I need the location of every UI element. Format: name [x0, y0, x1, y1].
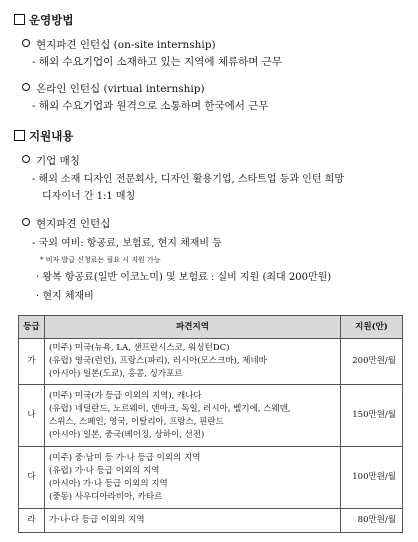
region-line: (아시아) 일본(도쿄), 홍콩, 싱가포르	[49, 369, 183, 379]
virtual-detail: - 해외 수요기업과 원격으로 소통하며 한국에서 근무	[32, 100, 269, 112]
region-cell	[45, 447, 341, 509]
grade-cell: 라	[19, 509, 45, 533]
region-line: (유럽) 영국(런던), 프랑스(파리), 러시아(모스크바), 제네바	[49, 356, 267, 366]
visa-note: * 비자 발급 신청료는 필요 시 지원 가능	[40, 256, 161, 264]
region-line: (미주) 중·남미 등 가·나 등급 이외의 지역	[49, 452, 201, 463]
bullet-virtual-internship: 온라인 인턴십 (virtual internship)	[22, 83, 205, 95]
header-grade: 등급	[19, 316, 45, 339]
amount-cell: 150만원/월	[341, 385, 403, 447]
table-row	[19, 385, 403, 447]
header-support: 지원(안)	[341, 316, 403, 339]
circle-bullet-icon	[22, 155, 30, 163]
travel-expense-line: - 국외 여비: 항공료, 보험료, 현지 체재비 등	[32, 238, 222, 249]
table-row	[19, 509, 403, 533]
circle-bullet-icon	[22, 218, 30, 226]
header-region: 파견지역	[45, 316, 341, 339]
matching-detail-line-2: 디자이너 간 1:1 매칭	[42, 191, 136, 202]
region-cell	[45, 339, 341, 385]
table-row	[19, 339, 403, 385]
matching-detail-line-1: - 해외 소재 디자인 전문회사, 디자인 활용기업, 스타트업 등과 인턴 희망	[32, 174, 345, 185]
living-cost-line: · 현지 체재비	[36, 291, 94, 302]
dispatch-region-table	[18, 315, 403, 533]
circle-bullet-icon	[22, 83, 30, 91]
circle-bullet-icon	[22, 39, 30, 47]
bullet-company-matching: 기업 매칭	[22, 155, 80, 167]
onsite-detail: - 해외 수요기업이 소재하고 있는 지역에 체류하며 근무	[32, 56, 283, 68]
grade-cell: 가	[19, 339, 45, 385]
amount-cell: 100만원/월	[341, 447, 403, 509]
section-heading-operation: 운영방법	[14, 14, 73, 27]
amount-cell: 200만원/월	[341, 339, 403, 385]
region-line: (아시아) 일본, 중국(베이징, 상하이, 선전)	[49, 429, 205, 440]
region-line: (유럽) 가·나 등급 이외의 지역	[49, 465, 160, 476]
region-line: 가·나·다 등급 이외의 지역	[49, 515, 145, 525]
region-cell	[45, 385, 341, 447]
grade-cell: 다	[19, 447, 45, 509]
section-heading-support: 지원내용	[14, 130, 73, 143]
region-line: (미주) 미국(가 등급 이외의 지역), 캐나다	[49, 390, 202, 401]
bullet-onsite-internship: 현지파견 인턴십 (on-site internship)	[22, 39, 216, 51]
grade-cell: 나	[19, 385, 45, 447]
airfare-line: · 왕복 항공료(일반 이코노미) 및 보험료 : 실비 지원 (최대 200만원)	[36, 272, 332, 283]
table-row	[19, 447, 403, 509]
checkbox-square-icon	[14, 14, 25, 25]
region-line: (아시아) 가·나 등급 이외의 지역	[49, 478, 168, 489]
region-line: (중동) 사우디아라비아, 카타르	[49, 491, 163, 502]
region-line: 스위스, 스페인, 영국, 이탈리아, 프랑스, 핀란드	[49, 416, 224, 427]
region-line: (유럽) 네덜란드, 노르웨이, 덴마크, 독일, 러시아, 벨기에, 스웨덴,	[49, 403, 291, 414]
table-header-row	[19, 316, 403, 339]
region-line: (미주) 미국(뉴욕, LA, 샌프란시스코, 워싱턴DC)	[49, 343, 230, 353]
checkbox-square-icon	[14, 130, 25, 141]
region-cell	[45, 509, 341, 533]
bullet-onsite-support: 현지파견 인턴십	[22, 218, 110, 230]
amount-cell: 80만원/월	[341, 509, 403, 533]
